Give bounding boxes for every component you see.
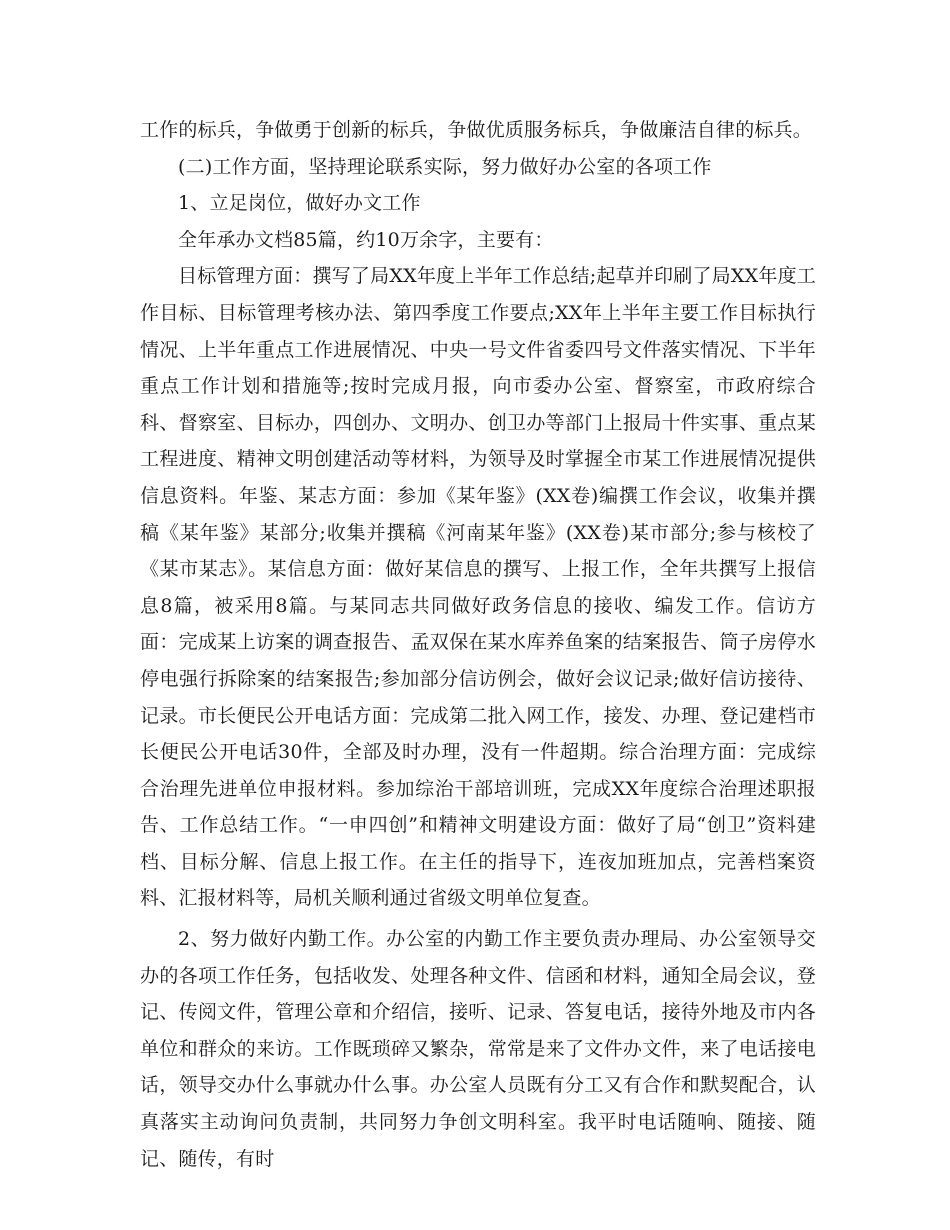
paragraph-internal-work: 2、努力做好内勤工作。办公室的内勤工作主要负责办理局、办公室领导交办的各项工作任务，包括收发、处理各种文件、信函和材料，通知全局会议，登记、传阅文件，管理公章和介绍信，接听、记录、答复电话，接待外地及市内各单位和群众的来访。工作既琐碎又繁杂，常常是来了文件办文件，来了电话接电话，领导交办什么事就办什么事。办公室人员既有分工又有合作和默契配合，认真落实主动询问负责制，共同努力争创文明科室。我平时电话随响、随接、随记、随传，有时 (140, 928, 816, 1170)
paragraph-document-summary: 全年承办文档85篇，约10万余字，主要有： (178, 228, 554, 251)
section-heading-work: (二)工作方面，坚持理论联系实际，努力做好办公室的各项工作 (178, 155, 712, 178)
document-page (140, 112, 816, 1177)
paragraph-goal-management: 目标管理方面：撰写了局XX年度上半年工作总结;起草并印刷了局XX年度工作目标、目标管理考核办法、第四季度工作要点;XX年上半年主要工作目标执行情况、上半年重点工作进展情况、中央一号文件省委四号文件落实情况、下半年重点工作计划和措施等;按时完成月报，向市委办公室、督察室，市政府综合科、督察室、目标办，四创办、文明办、创卫办等部门上报局十件实事、重点某工程进度、精神文明创建活动等材料，为领导及时掌握全市某工作进展情况提供信息资料。年鉴、某志方面：参加《某年鉴》(XX卷)编撰工作会议，收集并撰稿《某年鉴》某部分;收集并撰稿《河南某年鉴》(XX卷)某市部分;参与核校了《某市某志》。某信息方面：做好某信息的撰写、上报工作，全年共撰写上报信息8篇，被采用8篇。与某同志共同做好政务信息的接收、编发工作。信访方面：完成某上访案的调查报告、孟双保在某水库养鱼案的结案报告、筒子房停水停电强行拆除案的结案报告;参加部分信访例会，做好会议记录;做好信访接待、记录。市长便民公开电话方面：完成第二批入网工作，接发、办理、登记建档市长便民公开电话30件，全部及时办理，没有一件超期。综合治理方面：完成综合治理先进单位申报材料。参加综治干部培训班，完成XX年度综合治理述职报告、工作总结工作。“一申四创”和精神文明建设方面：做好了局“创卫”资料建档、目标分解、信息上报工作。在主任的指导下，连夜加班加点，完善档案资料、汇报材料等，局机关顺利通过省级文明单位复查。 (140, 265, 816, 910)
paragraph-continuation: 工作的标兵，争做勇于创新的标兵，争做优质服务标兵，争做廉洁自律的标兵。 (140, 119, 813, 141)
subheading-document-work: 1、立足岗位，做好办文工作 (178, 192, 421, 215)
